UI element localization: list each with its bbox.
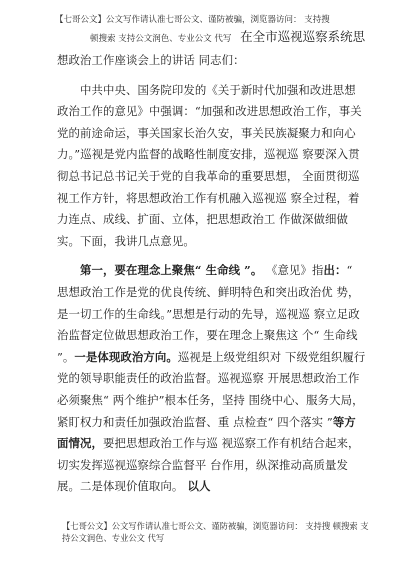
text-segment: 《意见》指 bbox=[262, 263, 324, 278]
page-header-line: 【七哥公文】公文写作请认准七哥公文、谨防被骗，浏览器访问： 支持搜 bbox=[55, 15, 330, 25]
document-title: 在全市巡视巡察系统思 bbox=[240, 29, 366, 44]
paragraph-first-point bbox=[57, 260, 367, 498]
text-segment: 要把思想政治工作与巡 视巡察工作有机结合起来，切实发挥巡视巡察综合监督平 台作用，纵深推动高质量发展。二是体现价值取向。 bbox=[57, 436, 360, 494]
bold-segment: 以人 bbox=[183, 479, 211, 494]
text-segment: “ 思想政治工作是党的优良传统、鲜明特色和突出政治优 势，是一切工作的生命线。”思想是行动的先导，巡视巡 察立足政治监督定位做思想政治工作，要在理念上聚焦这 个“ 生命线 ”。 bbox=[57, 263, 360, 364]
subheading-political-direction: 一是体现政治方向。 bbox=[74, 349, 178, 364]
page-footer: 【七哥公文】公文写作请认准七哥公文、谨防被骗，浏览器访问： 支持搜 顿搜索 支持公文润色、专业公文 代写 bbox=[62, 521, 369, 543]
paragraph-intro: 中共中央、国务院印发的《关于新时代加强和改进思想政治工作的意见》中强调：“加强和改进思想政治工作，事关党的前途命运，事关国家长治久安，事关民族凝聚力和向心力。”巡视是党内监督的战略性制度安排，巡视巡 察要深入贯彻总书记总书记关于党的自我革命的重要思想， 全面贯彻巡视工作方针，将思想政治工作有机融入巡视巡 察全过程，着力连点、成线、扩面、立体，把思想政治工 作做深做细做实。下面，我讲几点意见。 bbox=[57, 82, 362, 248]
header-prefix: 顿搜索 支持公文润色、专业公文 代写 bbox=[90, 34, 232, 44]
page-header-title-line bbox=[90, 30, 400, 46]
title-continuation: 想政治工作座谈会上的讲话 同志们： bbox=[57, 53, 245, 67]
bold-segment: 等方面情况， bbox=[57, 414, 356, 451]
text-segment: 巡视是上级党组织对 下级党组织履行党的领导职能责任的政治监督。巡视巡察 开展思想政治工作必须聚焦“ 两个维护”根本任务，坚持 围绕中心、服务大局，紧盯权力和责任加强政治监督、重 点检查“ 四个落实 ” bbox=[57, 349, 366, 429]
document-body bbox=[57, 50, 367, 498]
bold-segment: 出： bbox=[323, 263, 347, 278]
heading-first-point: 第一，要在理念上聚焦“ 生命线 ”。 bbox=[80, 263, 263, 278]
